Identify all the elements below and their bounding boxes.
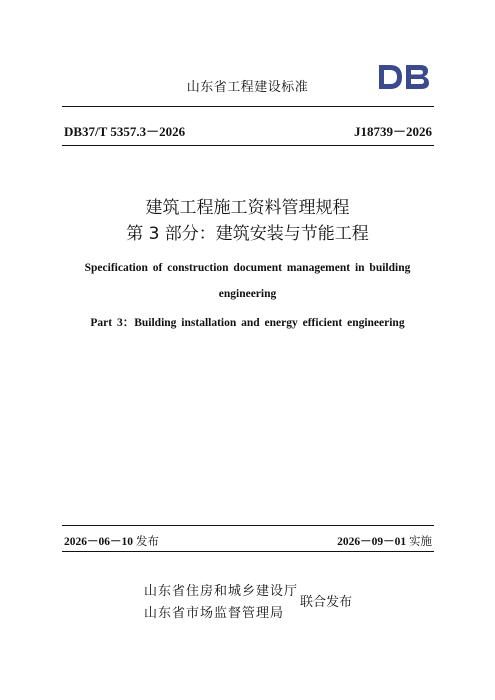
- effective-date-group: [337, 533, 432, 549]
- date-row: [64, 533, 432, 549]
- standard-number: DB37/T 5357.3－2026: [64, 124, 186, 139]
- joint-issue-label: 联合发布: [300, 595, 353, 610]
- date-bottom-rule: [62, 551, 434, 552]
- db-logo-text: DB: [404, 91, 406, 92]
- issue-date-group: [64, 533, 159, 549]
- title-cn-line2: 第 3 部分：建筑安装与节能工程: [126, 224, 369, 244]
- title-en-line1: Specification of construction document management in building: [84, 262, 411, 274]
- code-rule: [62, 145, 434, 146]
- record-number: J18739－2026: [353, 124, 432, 139]
- top-rule: [62, 106, 434, 107]
- effective-date: 2026－09－01: [337, 536, 407, 548]
- code-row: [64, 121, 432, 140]
- issue-label: 发布: [135, 534, 159, 548]
- effective-label: 实施: [409, 534, 432, 548]
- title-cn-line1: 建筑工程施工资料管理规程: [145, 198, 350, 218]
- date-top-rule: [62, 525, 434, 526]
- db-logo: [376, 62, 432, 92]
- issue-date: 2026－06－10: [64, 536, 133, 548]
- issuer-org1: 山东省住房和城乡建设厅: [144, 584, 299, 599]
- header-org-name: 山东省工程建设标准: [186, 80, 309, 95]
- title-en-line2: engineering: [218, 288, 277, 300]
- title-en-line3: Part 3：Building installation and energy efficient engineering: [90, 317, 405, 329]
- issuer-org2: 山东省市场监督管理局: [144, 606, 285, 621]
